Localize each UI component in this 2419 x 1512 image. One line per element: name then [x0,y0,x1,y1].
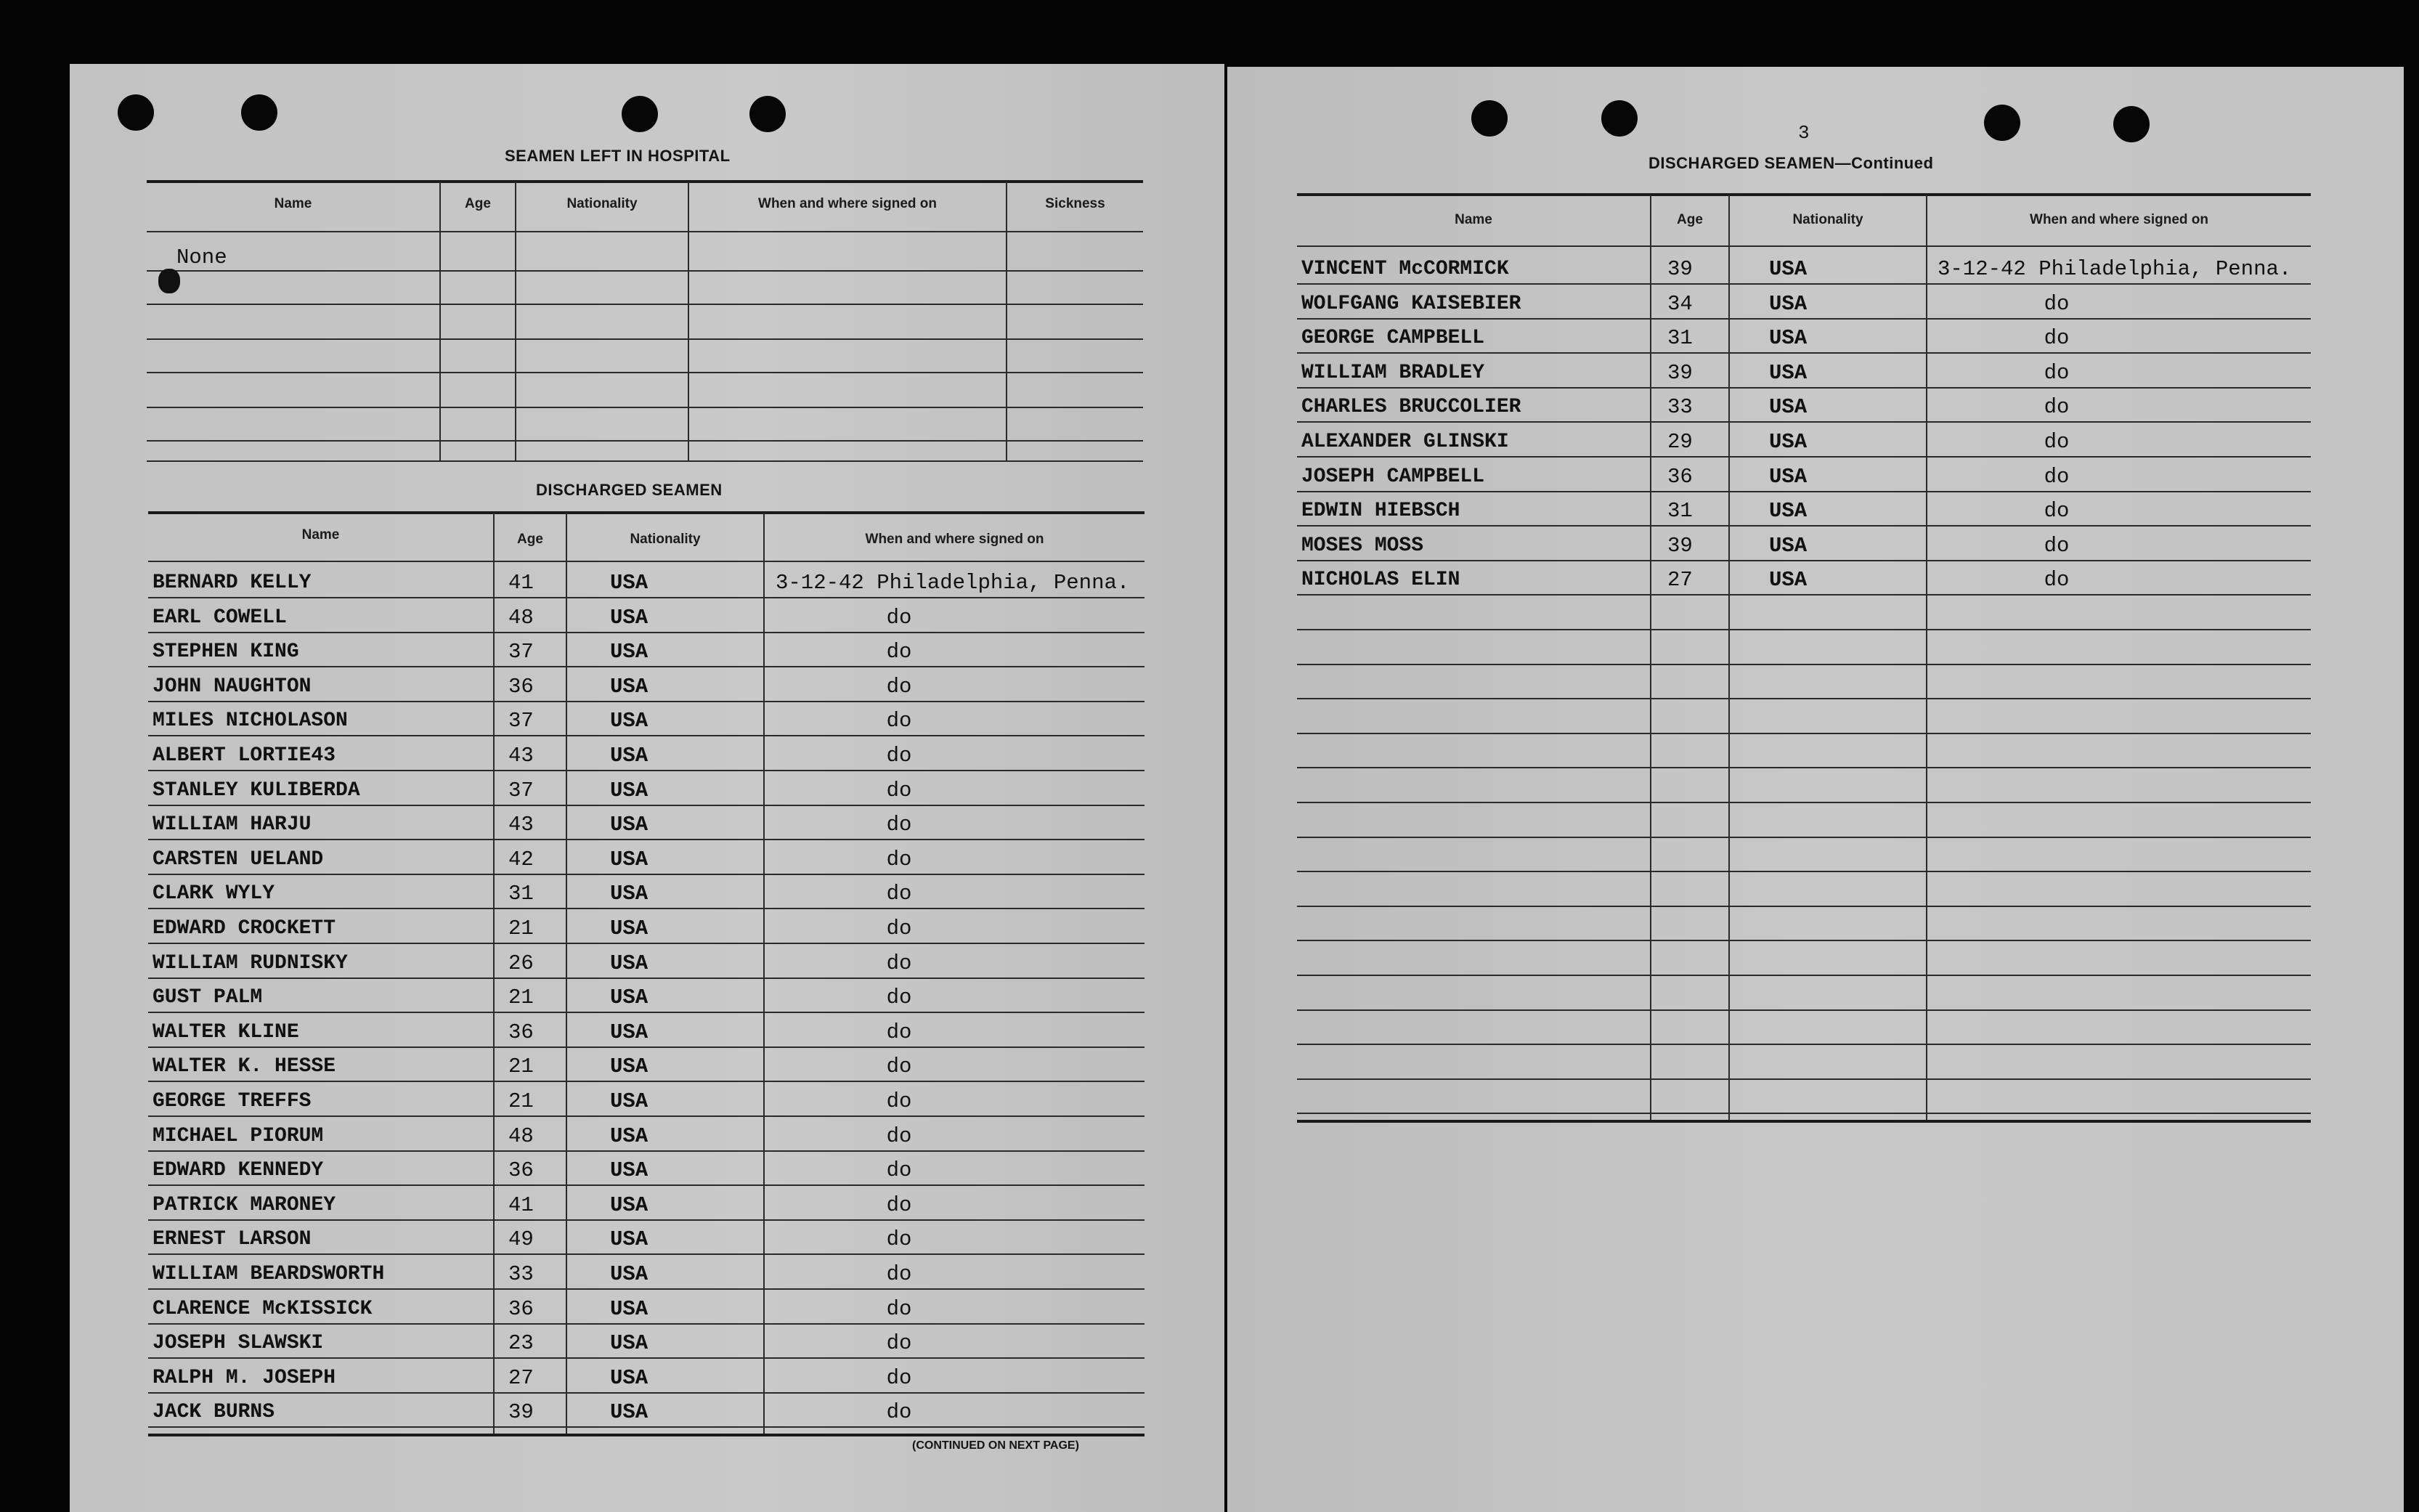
seaman-nationality: USA [610,744,649,768]
hospital-rule [147,338,1143,340]
hospital-col-sep [515,182,516,460]
seaman-name: CARSTEN UELAND [153,848,324,871]
seaman-name: GUST PALM [153,986,263,1009]
signed-on-ditto: do [2044,568,2070,593]
row-rule [1297,940,2311,941]
seaman-age: 21 [508,985,534,1010]
signed-on-ditto: do [886,813,912,837]
signed-on-ditto: do [886,1400,912,1425]
seaman-name: RALPH M. JOSEPH [153,1366,336,1389]
seaman-age: 43 [508,744,534,768]
row-rule [1297,906,2311,907]
seaman-nationality: USA [610,605,649,630]
ink-smudge [158,269,180,293]
seaman-name: BERNARD KELLY [153,572,312,594]
row-rule [1297,1009,2311,1011]
discharged-header-nationality: Nationality [630,532,701,547]
signed-on-ditto: do [886,847,912,871]
row-rule [1297,837,2311,838]
seaman-age: 42 [508,847,534,871]
signed-on-ditto: do [886,605,912,630]
seaman-nationality: USA [610,1400,649,1425]
seaman-nationality: USA [610,1054,649,1079]
signed-on-ditto: do [886,1123,912,1148]
seaman-name: CLARK WYLY [153,882,275,906]
signed-on-ditto: do [2044,464,2070,489]
right-header-rule [1297,245,2311,247]
hospital-rule [147,270,1143,272]
seaman-nationality: USA [1769,257,1808,281]
hospital-title: SEAMEN LEFT IN HOSPITAL [505,147,731,165]
hospital-header-name: Name [274,196,312,211]
seaman-nationality: USA [1769,464,1808,489]
seaman-age: 49 [508,1227,534,1252]
right-header-name: Name [1455,212,1492,227]
seaman-age: 37 [508,640,534,664]
hospital-col-sep [439,182,441,460]
discharged-top-rule [148,511,1145,514]
seaman-age: 39 [1667,257,1693,281]
seaman-nationality: USA [1769,533,1808,558]
row-rule [148,1150,1145,1152]
seaman-nationality: USA [1769,360,1808,385]
punch-hole [241,94,277,131]
signed-on-ditto: do [886,744,912,768]
row-rule [148,1012,1145,1013]
seaman-age: 36 [508,1020,534,1044]
seaman-name: WILLIAM RUDNISKY [153,951,348,975]
seaman-name: JACK BURNS [153,1401,275,1424]
signed-on-ditto: do [886,640,912,664]
row-rule [148,735,1145,736]
hospital-rule [147,372,1143,373]
signed-on-ditto: do [886,1158,912,1183]
row-rule [148,597,1145,598]
seaman-age: 33 [1667,395,1693,420]
row-rule [148,1288,1145,1290]
seaman-name: ERNEST LARSON [153,1228,312,1251]
seaman-nationality: USA [610,1123,649,1148]
hospital-header-nationality: Nationality [566,196,638,211]
seaman-nationality: USA [610,1158,649,1183]
seaman-name: EDWARD CROCKETT [153,917,336,940]
row-rule [1297,525,2311,527]
seaman-nationality: USA [1769,326,1808,351]
discharged-continued-title: DISCHARGED SEAMEN—Continued [1648,154,1934,172]
seaman-nationality: USA [610,1262,649,1286]
signed-on-ditto: do [886,1192,912,1217]
seaman-nationality: USA [610,1020,649,1044]
punch-hole [2113,106,2150,142]
seaman-name: EARL COWELL [153,606,287,629]
row-rule [148,977,1145,979]
seaman-name: STANLEY KULIBERDA [153,779,360,802]
seaman-nationality: USA [610,847,649,871]
row-rule [148,874,1145,875]
seaman-nationality: USA [610,985,649,1010]
seaman-name: EDWIN HIEBSCH [1301,500,1460,523]
row-rule [148,1046,1145,1048]
signed-on-ditto: do [886,1089,912,1113]
signed-on-ditto: do [886,882,912,906]
row-rule [1297,767,2311,768]
signed-on-ditto: do [886,674,912,699]
seaman-name: WILLIAM BEARDSWORTH [153,1263,385,1285]
seaman-name: GEORGE TREFFS [153,1090,312,1113]
seaman-age: 39 [1667,360,1693,385]
row-rule [1297,283,2311,285]
seaman-name: CHARLES BRUCCOLIER [1301,396,1521,419]
seaman-nationality: USA [1769,568,1808,593]
signed-on-ditto: do [886,1227,912,1252]
row-rule [148,1184,1145,1186]
seaman-age: 21 [508,916,534,940]
row-rule [1297,629,2311,630]
seaman-age: 39 [508,1400,534,1425]
right-top-rule [1297,193,2311,196]
seaman-age: 21 [508,1054,534,1079]
right-header-nationality: Nationality [1792,212,1863,227]
row-rule [1297,1044,2311,1045]
seaman-age: 48 [508,605,534,630]
signed-on-ditto: do [2044,533,2070,558]
seaman-age: 37 [508,709,534,733]
signed-on-ditto: do [886,1262,912,1286]
signed-on-ditto: do [886,778,912,802]
row-rule [148,839,1145,840]
row-rule [1297,560,2311,561]
hospital-entry: None [176,245,227,269]
seaman-age: 31 [1667,499,1693,524]
seaman-nationality: USA [610,778,649,802]
hospital-header-sickness: Sickness [1045,196,1105,211]
punch-hole [749,96,786,132]
row-rule [1297,421,2311,423]
signed-on-ditto: do [886,916,912,940]
continued-footer: (CONTINUED ON NEXT PAGE) [912,1439,1079,1452]
seaman-age: 26 [508,951,534,975]
discharged-header-age: Age [517,532,543,547]
signed-on-ditto: do [886,1365,912,1390]
row-rule [1297,352,2311,354]
seaman-name: JOSEPH CAMPBELL [1301,465,1485,488]
hospital-bottom-rule [147,460,1143,462]
seaman-nationality: USA [610,709,649,733]
signed-on-ditto: do [886,1020,912,1044]
row-rule [148,805,1145,806]
seaman-name: ALBERT LORTIE43 [153,744,336,767]
seaman-name: STEPHEN KING [153,641,299,664]
row-rule [148,770,1145,771]
seaman-nationality: USA [1769,395,1808,420]
seaman-nationality: USA [610,1365,649,1390]
row-rule [1297,664,2311,665]
seaman-age: 33 [508,1262,534,1286]
seaman-nationality: USA [1769,291,1808,316]
seaman-age: 36 [508,1158,534,1183]
hospital-header-rule [147,231,1143,232]
seaman-age: 41 [508,1192,534,1217]
seaman-name: NICHOLAS ELIN [1301,569,1460,592]
seaman-name: EDWARD KENNEDY [153,1159,324,1182]
right-header-signed-on: When and where signed on [2030,212,2208,227]
seaman-name: WOLFGANG KAISEBIER [1301,292,1521,315]
seaman-age: 31 [508,882,534,906]
seaman-age: 27 [1667,568,1693,593]
hospital-rule [147,407,1143,408]
row-rule [1297,318,2311,320]
row-rule [1297,456,2311,458]
seaman-age: 31 [1667,326,1693,351]
row-rule [1297,975,2311,976]
punch-hole [622,96,658,132]
hospital-rule [147,304,1143,305]
signed-on: 3-12-42 Philadelphia, Penna. [776,571,1130,595]
punch-hole [1471,100,1508,137]
seaman-name: PATRICK MARONEY [153,1193,336,1216]
row-rule [148,666,1145,667]
seaman-nationality: USA [1769,499,1808,524]
row-rule [1297,698,2311,699]
signed-on-ditto: do [2044,395,2070,420]
seaman-age: 39 [1667,533,1693,558]
seaman-name: CLARENCE McKISSICK [153,1297,373,1320]
row-rule [1297,871,2311,872]
row-rule [1297,733,2311,734]
seaman-name: MILES NICHOLASON [153,710,348,733]
seaman-name: JOHN NAUGHTON [153,675,312,698]
seaman-age: 37 [508,778,534,802]
discharged-header-name: Name [301,527,340,542]
seaman-age: 34 [1667,291,1693,316]
col-sep [493,513,495,1434]
row-rule [1297,491,2311,492]
signed-on-ditto: do [2044,291,2070,316]
row-rule [148,1115,1145,1117]
row-rule [1297,387,2311,389]
signed-on-ditto: do [886,1054,912,1079]
seaman-nationality: USA [610,916,649,940]
seaman-nationality: USA [610,640,649,664]
row-rule [148,1426,1145,1428]
seaman-name: MOSES MOSS [1301,534,1424,557]
seaman-age: 21 [508,1089,534,1113]
seaman-name: ALEXANDER GLINSKI [1301,431,1509,453]
seaman-age: 43 [508,813,534,837]
punch-hole [1601,100,1638,137]
discharged-header-signed-on: When and where signed on [865,532,1044,547]
seaman-nationality: USA [610,813,649,837]
hospital-col-sep [1006,182,1007,460]
seaman-name: WILLIAM BRADLEY [1301,361,1485,384]
discharged-header-rule [148,561,1145,562]
col-sep [1650,195,1651,1120]
seaman-nationality: USA [610,1227,649,1252]
seaman-age: 36 [508,1296,534,1321]
signed-on-ditto: do [886,1331,912,1356]
seaman-age: 23 [508,1331,534,1356]
seaman-nationality: USA [610,1331,649,1356]
signed-on-ditto: do [2044,430,2070,454]
row-rule [1297,1113,2311,1114]
punch-hole [118,94,154,131]
seaman-age: 36 [508,674,534,699]
row-rule [148,943,1145,944]
seaman-name: GEORGE CAMPBELL [1301,327,1485,350]
seaman-name: JOSEPH SLAWSKI [153,1332,324,1355]
seaman-nationality: USA [610,882,649,906]
seaman-nationality: USA [610,1296,649,1321]
row-rule [1297,594,2311,596]
row-rule [148,908,1145,909]
signed-on-ditto: do [886,709,912,733]
row-rule [1297,802,2311,803]
hospital-header-age: Age [465,196,491,211]
signed-on-ditto: do [886,985,912,1010]
signed-on-ditto: do [886,1296,912,1321]
row-rule [148,1323,1145,1325]
table-bottom-rule [1297,1120,2311,1123]
signed-on: 3-12-42 Philadelphia, Penna. [1938,257,2292,281]
hospital-rule [147,440,1143,442]
seaman-age: 36 [1667,464,1693,489]
seaman-nationality: USA [610,571,649,595]
signed-on-ditto: do [2044,499,2070,524]
hospital-header-signed-on: When and where signed on [758,196,937,211]
seaman-age: 29 [1667,430,1693,454]
page-number: 3 [1798,122,1810,144]
row-rule [148,632,1145,633]
row-rule [148,1253,1145,1255]
table-bottom-rule [148,1434,1145,1436]
row-rule [148,1392,1145,1394]
row-rule [148,1081,1145,1082]
seaman-age: 48 [508,1123,534,1148]
row-rule [1297,1078,2311,1080]
seaman-nationality: USA [610,674,649,699]
row-rule [148,1357,1145,1359]
signed-on-ditto: do [2044,326,2070,351]
seaman-name: WILLIAM HARJU [153,813,312,837]
row-rule [148,1219,1145,1221]
punch-hole [1984,105,2020,141]
discharged-title: DISCHARGED SEAMEN [536,481,723,499]
col-sep [1728,195,1730,1120]
hospital-col-sep [688,182,689,460]
signed-on-ditto: do [2044,360,2070,385]
seaman-nationality: USA [610,1192,649,1217]
hospital-top-rule [147,180,1143,183]
seaman-nationality: USA [1769,430,1808,454]
row-rule [148,701,1145,702]
seaman-age: 41 [508,571,534,595]
signed-on-ditto: do [886,951,912,975]
seaman-name: WALTER K. HESSE [153,1055,336,1078]
seaman-age: 27 [508,1365,534,1390]
seaman-name: VINCENT McCORMICK [1301,258,1509,280]
col-sep [566,513,567,1434]
seaman-nationality: USA [610,951,649,975]
seaman-name: MICHAEL PIORUM [153,1124,324,1147]
right-header-age: Age [1677,212,1703,227]
seaman-name: WALTER KLINE [153,1020,299,1044]
seaman-nationality: USA [610,1089,649,1113]
